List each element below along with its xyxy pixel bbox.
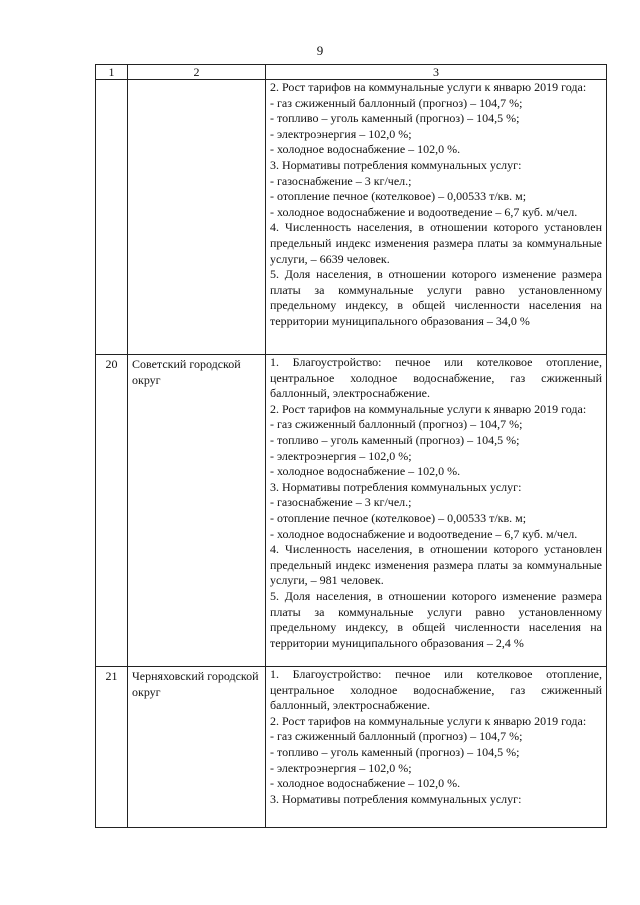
detail-line: 3. Нормативы потребления коммунальных услуг: [270,791,522,806]
detail-line: - холодное водоснабжение и водоотведение – 6,7 куб. м/чел. [270,526,578,541]
detail-line: 5. Доля населения, в отношении которого изменение размера платы за коммунальные услуги равно установленному предельному индексу, в общей численности населения на территории муниципального образования – 34,0 % [270,267,602,328]
detail-line: - холодное водоснабжение – 102,0 %. [270,776,461,791]
table-row [96,667,607,828]
detail-line: 2. Рост тарифов на коммунальные услуги к январю 2019 года: [270,80,587,94]
detail-line: - топливо – уголь каменный (прогноз) – 104,5 %; [270,744,520,759]
detail-line: - топливо – уголь каменный (прогноз) – 104,5 %; [270,432,520,447]
detail-line: - холодное водоснабжение – 102,0 %. [270,464,461,479]
detail-line: - газоснабжение – 3 кг/чел.; [270,495,412,510]
detail-line: - электроэнергия – 102,0 %; [270,126,412,141]
detail-line: - газ сжиженный баллонный (прогноз) – 104,7 %; [270,95,523,110]
table-header-row [96,65,607,80]
detail-line: - электроэнергия – 102,0 %; [270,760,412,775]
detail-line: 4. Численность населения, в отношении которого установлен предельный индекс изменения размера платы за коммунальные услуги, – 981 человек. [270,542,602,588]
detail-line: - отопление печное (котелковое) – 0,00533 т/кв. м; [270,510,527,525]
row-number [96,80,128,355]
header-col-3: 3 [266,65,607,80]
detail-line: 3. Нормативы потребления коммунальных услуг: [270,479,522,494]
row-details [266,80,607,355]
detail-line: - топливо – уголь каменный (прогноз) – 104,5 %; [270,111,520,126]
row-number: 20 [96,355,128,667]
header-col-2: 2 [128,65,266,80]
row-number: 21 [96,667,128,828]
page-number: 9 [316,43,324,58]
table-row [96,355,607,667]
detail-line: 5. Доля населения, в отношении которого изменение размера платы за коммунальные услуги равно установленному предельному индексу, в общей численности населения на территории муниципального образования – 2,4 % [270,588,602,650]
detail-line: 2. Рост тарифов на коммунальные услуги к январю 2019 года: [270,401,587,416]
detail-line: 1. Благоустройство: печное или котелковое отопление, центральное холодное водоснабжение, газ сжиженный баллонный, электроснабжение. [270,667,602,713]
detail-line: 2. Рост тарифов на коммунальные услуги к январю 2019 года: [270,713,587,728]
detail-line: - газ сжиженный баллонный (прогноз) – 104,7 %; [270,729,523,744]
detail-line: - газоснабжение – 3 кг/чел.; [270,173,412,188]
detail-line: 3. Нормативы потребления коммунальных услуг: [270,157,522,172]
header-col-1: 1 [96,65,128,80]
municipality-name: Черняховский городской округ [128,667,266,828]
detail-line: 1. Благоустройство: печное или котелковое отопление, центральное холодное водоснабжение, газ сжиженный баллонный, электроснабжение. [270,355,602,401]
detail-line: - газ сжиженный баллонный (прогноз) – 104,7 %; [270,417,523,432]
municipality-name: Советский городской округ [128,355,266,667]
tariff-table [95,64,607,828]
detail-line: - отопление печное (котелковое) – 0,00533 т/кв. м; [270,189,527,204]
row-details [266,355,607,667]
detail-line: - холодное водоснабжение – 102,0 %. [270,142,461,157]
table-row [96,80,607,355]
detail-line: - холодное водоснабжение и водоотведение – 6,7 куб. м/чел. [270,204,578,219]
detail-line: - электроэнергия – 102,0 %; [270,448,412,463]
municipality-name [128,80,266,355]
row-details [266,667,607,828]
detail-line: 4. Численность населения, в отношении которого установлен предельный индекс изменения размера платы за коммунальные услуги, – 6639 человек. [270,220,602,266]
